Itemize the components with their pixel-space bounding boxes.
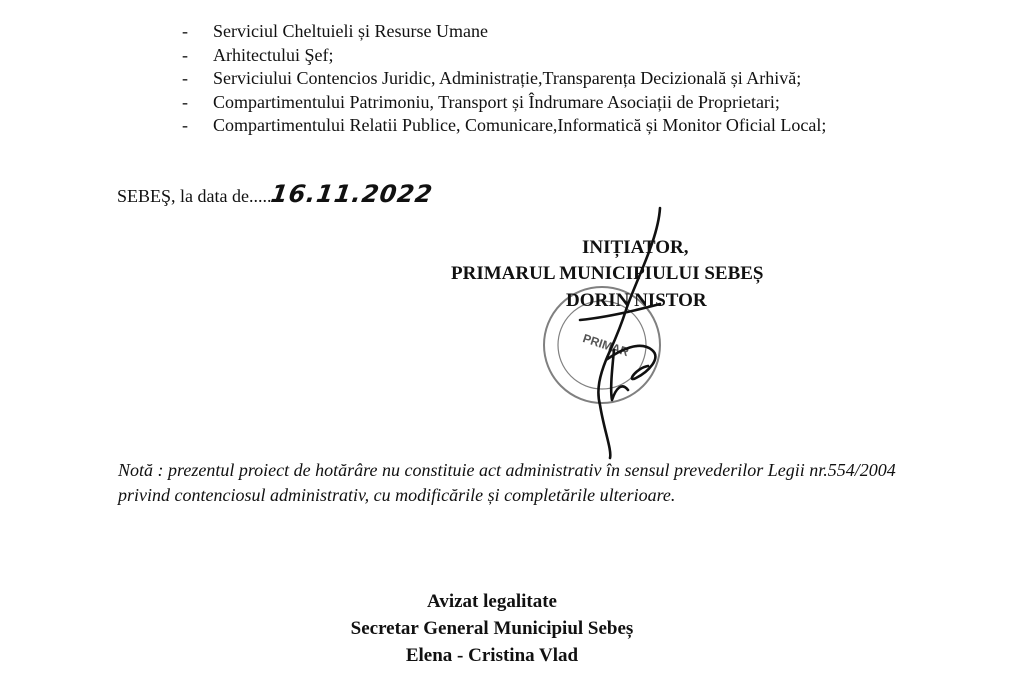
svg-text:PRIMAR: PRIMAR <box>581 331 631 360</box>
legal-note: Notă : prezentul proiect de hotărâre nu constituie act administrativ în sensul prevederilor Legii nr.554/2004 privind contenciosul administrativ, cu modificările și completările ulterioare. <box>118 460 896 505</box>
date-line <box>117 180 436 208</box>
avizat-role: Secretar General Municipiul Sebeș <box>350 618 634 639</box>
list-item: - Arhitectului Şef; <box>182 44 334 65</box>
list-item: - Compartimentului Patrimoniu, Transport și Îndrumare Asociații de Proprietari; <box>182 91 780 112</box>
avizat-title: Avizat legalitate <box>427 591 557 612</box>
avizat-name: Elena - Cristina Vlad <box>405 645 579 666</box>
list-item: - Compartimentului Relatii Publice, Comunicare,Informatică și Monitor Oficial Local; <box>182 115 827 135</box>
list-item: - Serviciul Cheltuieli și Resurse Umane <box>182 21 488 41</box>
list-item: - Serviciului Contencios Juridic, Administrație,Transparența Decizională și Arhivă; <box>182 68 802 88</box>
date-label: SEBEŞ, la data de..... <box>117 186 272 206</box>
department-list <box>182 20 826 138</box>
handwritten-date: 16.11.2022 <box>269 180 436 208</box>
initiator-role: PRIMARUL MUNICIPIULUI SEBEȘ <box>451 263 764 284</box>
initiator-title: INIȚIATOR, <box>582 237 689 258</box>
initiator-name: DORIN NISTOR <box>566 290 707 311</box>
